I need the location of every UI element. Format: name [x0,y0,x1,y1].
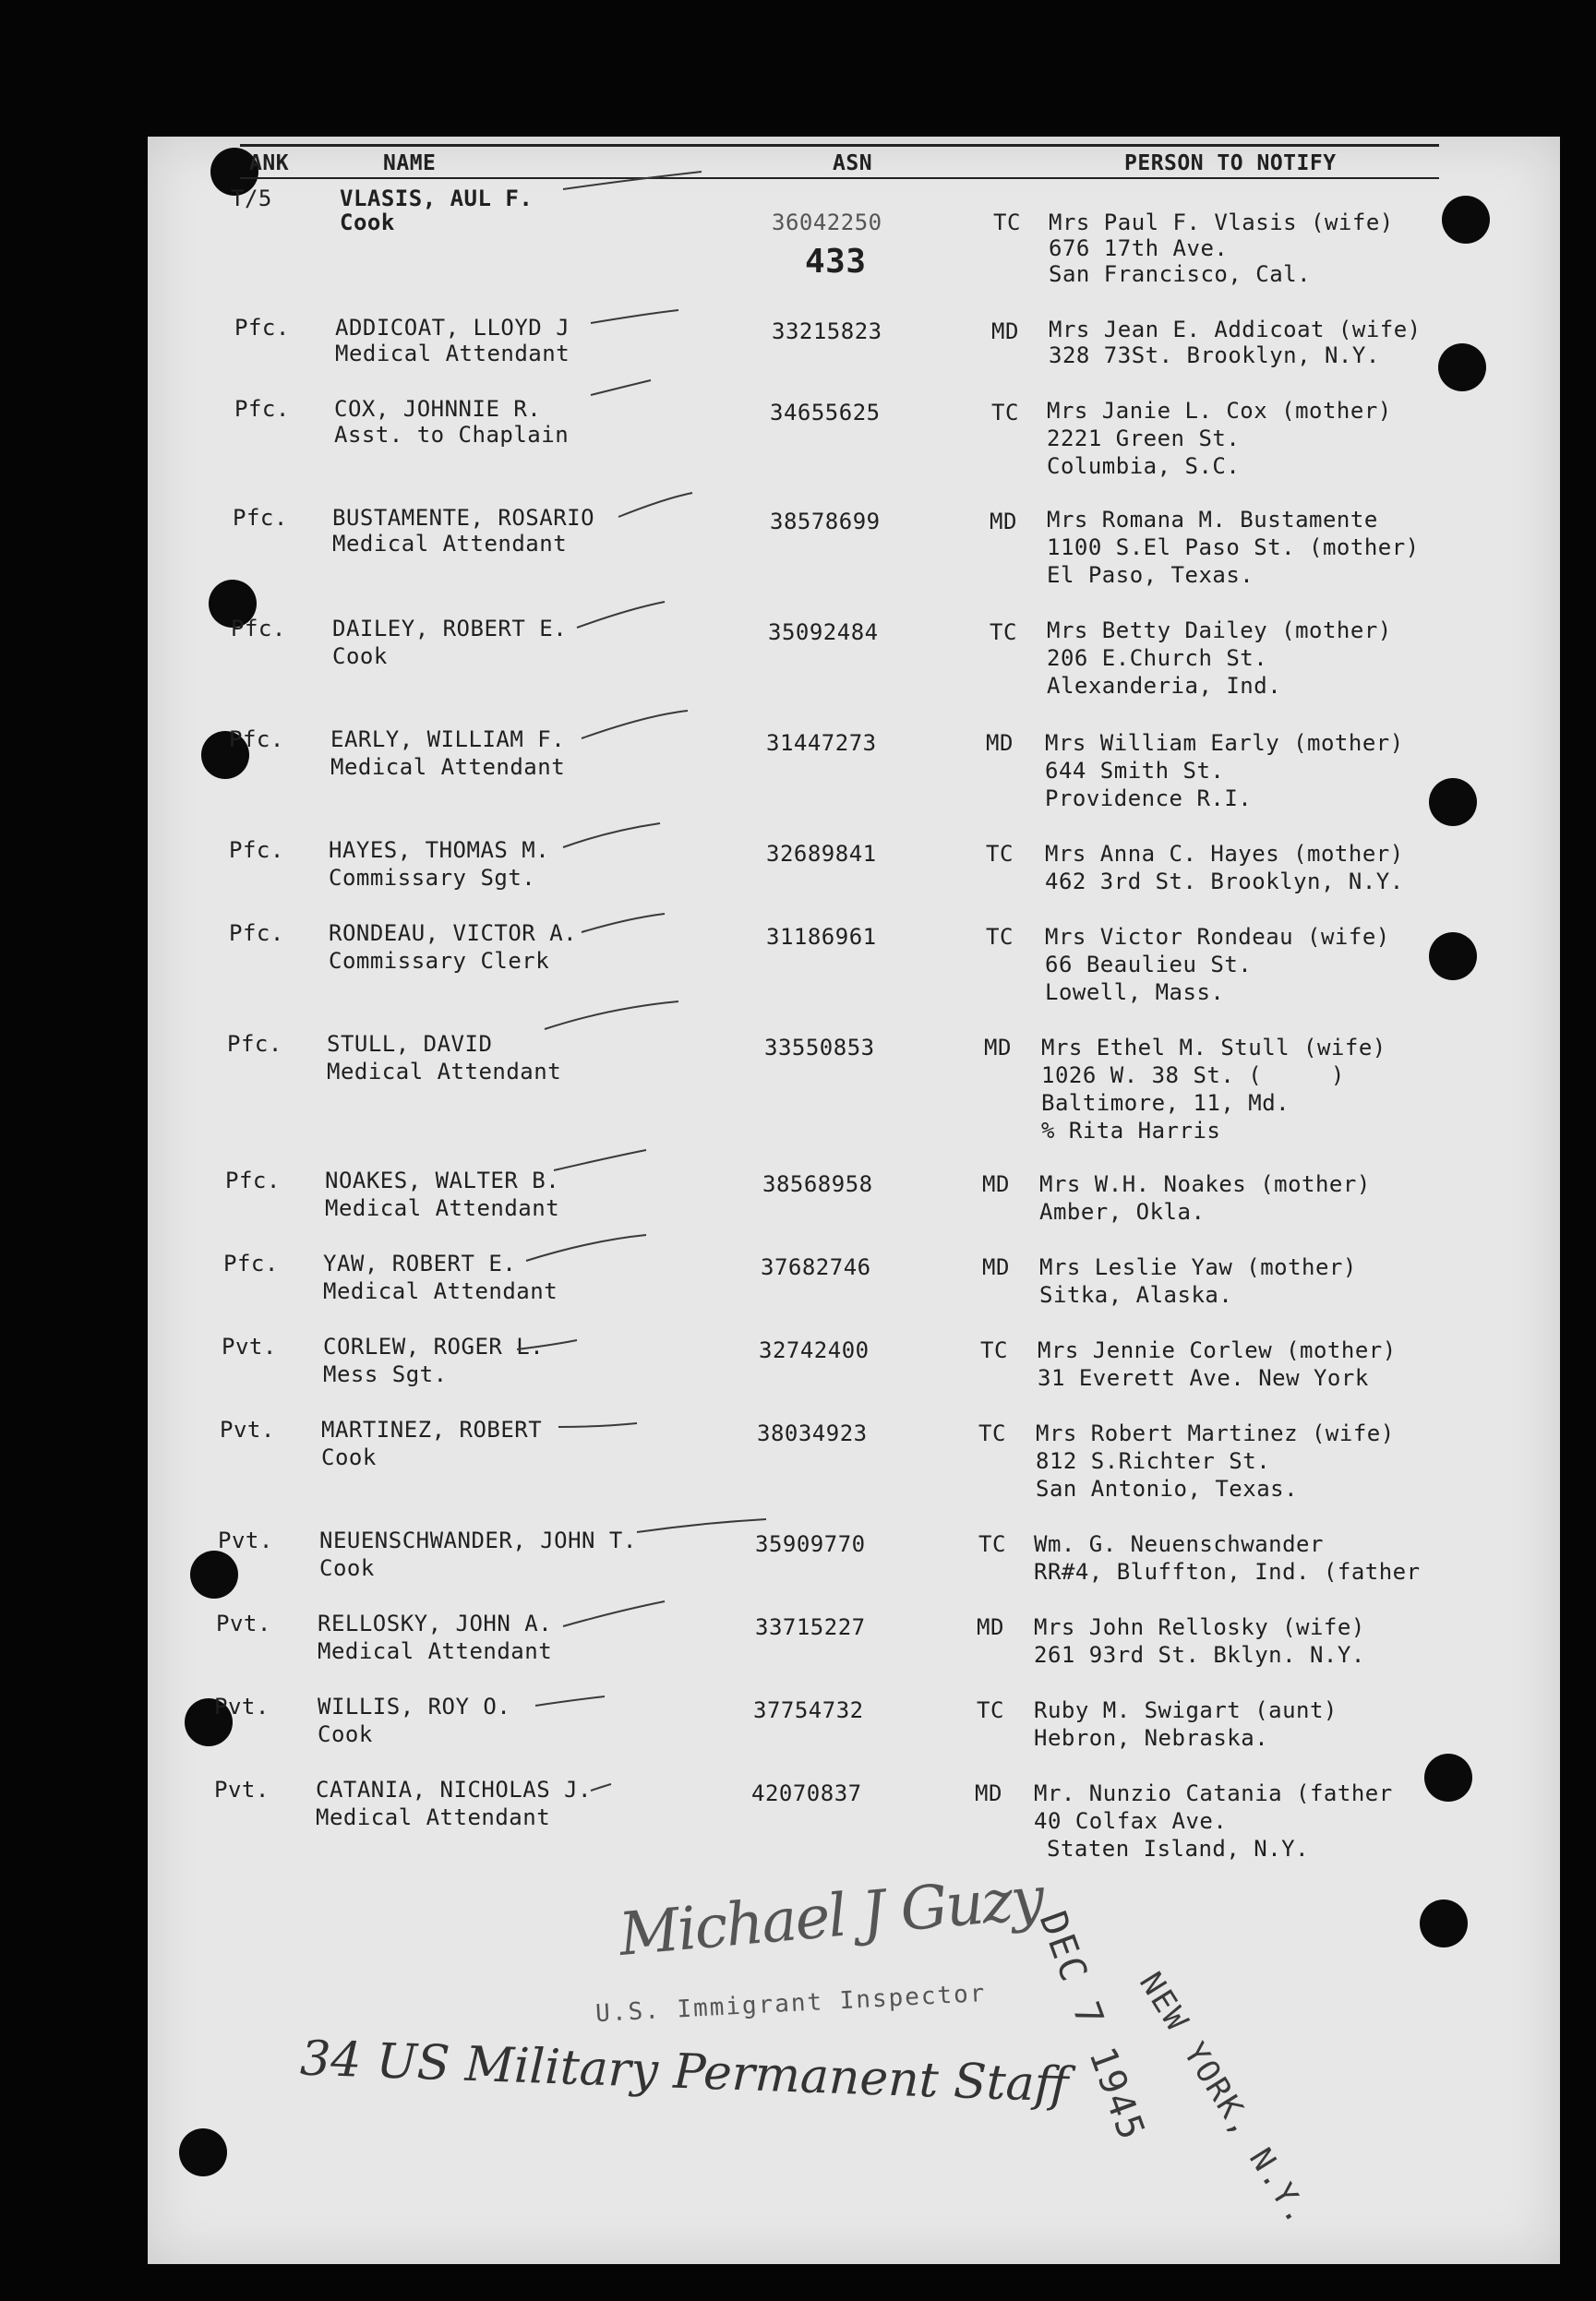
code: TC [978,1531,1006,1557]
code: TC [991,400,1019,425]
notify-line: RR#4, Bluffton, Ind. (father [1034,1559,1421,1585]
soldier-name: NEUENSCHWANDER, JOHN T. [319,1528,637,1553]
code: MD [982,1171,1010,1197]
soldier-name: BUSTAMENTE, ROSARIO [332,505,595,531]
notify-line: 812 S.Richter St. [1036,1448,1271,1474]
notify-line: Mrs Janie L. Cox (mother) [1047,398,1392,424]
soldier-name: YAW, ROBERT E. [323,1251,517,1276]
notify-line: Providence R.I. [1045,785,1253,811]
notify-line: 66 Beaulieu St. [1045,952,1253,977]
code: MD [977,1614,1004,1640]
soldier-name: NOAKES, WALTER B. [325,1168,560,1193]
notify-line: Mrs Anna C. Hayes (mother) [1045,841,1404,867]
notify-line: Mrs Jennie Corlew (mother) [1038,1337,1397,1363]
notify-line: Wm. G. Neuenschwander [1034,1531,1324,1557]
notify-line: Mrs Robert Martinez (wife) [1036,1420,1395,1446]
serial-number: 31447273 [766,730,877,756]
notify-line: Mrs Betty Dailey (mother) [1047,617,1392,643]
page-number: 433 [805,243,867,281]
notify-line: 2221 Green St. [1047,425,1241,451]
notify-line: San Antonio, Texas. [1036,1476,1299,1502]
notify-line: Mrs Ethel M. Stull (wife) [1041,1035,1386,1061]
soldier-name: CORLEW, ROGER L. [323,1334,545,1360]
duty-role: Medical Attendant [316,1804,551,1830]
code: TC [980,1337,1008,1363]
rank: Pfc. [225,1168,281,1193]
rank: Pvt. [214,1694,270,1720]
soldier-name: STULL, DAVID [327,1031,493,1057]
serial-number: 36042250 [772,210,882,235]
inspector-title: U.S. Immigrant Inspector [594,1979,988,2029]
notify-line: Staten Island, N.Y. [1047,1836,1310,1862]
rank: Pfc. [229,726,284,752]
rank: Pvt. [216,1611,271,1636]
duty-role: Cook [332,643,388,669]
notify-line: El Paso, Texas. [1047,562,1254,588]
notify-line: 1100 S.El Paso St. (mother) [1047,534,1420,560]
rank: Pvt. [218,1528,273,1553]
rank: Pfc. [234,396,290,422]
rank: T/5 [231,186,272,211]
serial-number: 34655625 [770,400,881,425]
notify-line: Mr. Nunzio Catania (father [1034,1780,1393,1806]
rank: Pfc. [223,1251,279,1276]
notify-line: Mrs William Early (mother) [1045,730,1404,756]
rank: Pfc. [229,920,284,946]
rank: Pvt. [220,1417,275,1443]
soldier-name: ADDICOAT, LLOYD J [335,315,570,341]
serial-number: 33215823 [772,318,882,344]
header-person-to-notify: PERSON TO NOTIFY [1124,151,1337,175]
code: TC [993,210,1021,235]
rank: Pvt. [214,1777,270,1803]
rank: Pfc. [227,1031,282,1057]
serial-number: 33715227 [755,1614,866,1640]
serial-number: 37754732 [753,1697,864,1723]
serial-number: 35092484 [768,619,879,645]
serial-number: 42070837 [751,1780,862,1806]
duty-role: Cook [321,1444,377,1470]
serial-number: 38568958 [762,1171,873,1197]
serial-number: 38034923 [757,1420,868,1446]
soldier-name: RELLOSKY, JOHN A. [318,1611,553,1636]
duty-role: Medical Attendant [335,341,570,366]
header-rank: ANK [249,151,290,175]
rank: Pvt. [222,1334,277,1360]
code: MD [984,1035,1012,1061]
code: MD [990,509,1017,534]
duty-role: Commissary Clerk [329,948,550,974]
soldier-name: EARLY, WILLIAM F. [330,726,566,752]
notify-line: Ruby M. Swigart (aunt) [1034,1697,1338,1723]
code: MD [975,1780,1002,1806]
duty-role: Mess Sgt. [323,1361,448,1387]
notify-line: Amber, Okla. [1039,1199,1206,1225]
notify-line: 328 73St. Brooklyn, N.Y. [1049,342,1380,368]
notify-line: Mrs Paul F. Vlasis (wife) [1049,210,1394,235]
soldier-name: CATANIA, NICHOLAS J. [316,1777,592,1803]
soldier-name: DAILEY, ROBERT E. [332,616,568,641]
notify-line: Mrs John Rellosky (wife) [1034,1614,1365,1640]
header-name: NAME [383,151,437,175]
soldier-name: HAYES, THOMAS M. [329,837,550,863]
soldier-name: WILLIS, ROY O. [318,1694,511,1720]
notify-line: 261 93rd St. Bklyn. N.Y. [1034,1642,1365,1668]
code: TC [986,924,1014,950]
serial-number: 32689841 [766,841,877,867]
notify-line: Mrs Victor Rondeau (wife) [1045,924,1390,950]
duty-role: Asst. to Chaplain [334,422,570,448]
serial-number: 37682746 [761,1254,871,1280]
header-asn: ASN [833,151,873,175]
notify-line: Baltimore, 11, Md. [1041,1090,1290,1116]
handwritten-note: 34 US Military Permanent Staff [299,2031,1070,2114]
notify-line: Mrs Leslie Yaw (mother) [1039,1254,1357,1280]
notify-line: Mrs W.H. Noakes (mother) [1039,1171,1371,1197]
notify-line: 676 17th Ave. [1049,235,1229,261]
date-stamp: DEC 7 1945 [1030,1906,1154,2147]
notify-line: San Francisco, Cal. [1049,261,1312,287]
soldier-name: VLASIS, AUL F. [340,186,534,211]
serial-number: 33550853 [764,1035,875,1061]
duty-role: Medical Attendant [330,754,566,780]
rank: Pfc. [231,616,286,641]
duty-role: Cook [319,1555,375,1581]
notify-line: 31 Everett Ave. New York [1038,1365,1369,1391]
duty-role: Cook [340,210,395,235]
notify-line: Lowell, Mass. [1045,979,1225,1005]
notify-line: Hebron, Nebraska. [1034,1725,1269,1751]
duty-role: Medical Attendant [325,1195,560,1221]
soldier-name: MARTINEZ, ROBERT [321,1417,543,1443]
notify-line: Columbia, S.C. [1047,453,1241,479]
code: MD [982,1254,1010,1280]
soldier-name: COX, JOHNNIE R. [334,396,542,422]
duty-role: Medical Attendant [318,1638,553,1664]
serial-number: 31186961 [766,924,877,950]
notify-line: 462 3rd St. Brooklyn, N.Y. [1045,869,1404,894]
duty-role: Commissary Sgt. [329,865,536,891]
rank: Pfc. [233,505,288,531]
notify-line: Mrs Romana M. Bustamente [1047,507,1378,533]
notify-line: 40 Colfax Ave. [1034,1808,1228,1834]
code: TC [986,841,1014,867]
code: MD [986,730,1014,756]
code: TC [977,1697,1004,1723]
serial-number: 35909770 [755,1531,866,1557]
code: MD [991,318,1019,344]
duty-role: Cook [318,1721,373,1747]
serial-number: 38578699 [770,509,881,534]
notify-line: Alexanderia, Ind. [1047,673,1282,699]
rank: Pfc. [234,315,290,341]
notify-line: 1026 W. 38 St. ( ) [1041,1062,1345,1088]
notify-line: 644 Smith St. [1045,758,1225,784]
soldier-name: RONDEAU, VICTOR A. [329,920,578,946]
duty-role: Medical Attendant [332,531,568,557]
duty-role: Medical Attendant [327,1059,562,1085]
code: TC [978,1420,1006,1446]
serial-number: 32742400 [759,1337,870,1363]
notify-line: 206 E.Church St. [1047,645,1268,671]
inspector-signature: Michael J Guzy [616,1864,1046,1970]
notify-line: Mrs Jean E. Addicoat (wife) [1049,317,1422,342]
notify-line: % Rita Harris [1041,1118,1221,1144]
code: TC [990,619,1017,645]
place-stamp: NEW YORK, N.Y. [1132,1966,1317,2232]
rank: Pfc. [229,837,284,863]
duty-role: Medical Attendant [323,1278,558,1304]
notify-line: Sitka, Alaska. [1039,1282,1233,1308]
